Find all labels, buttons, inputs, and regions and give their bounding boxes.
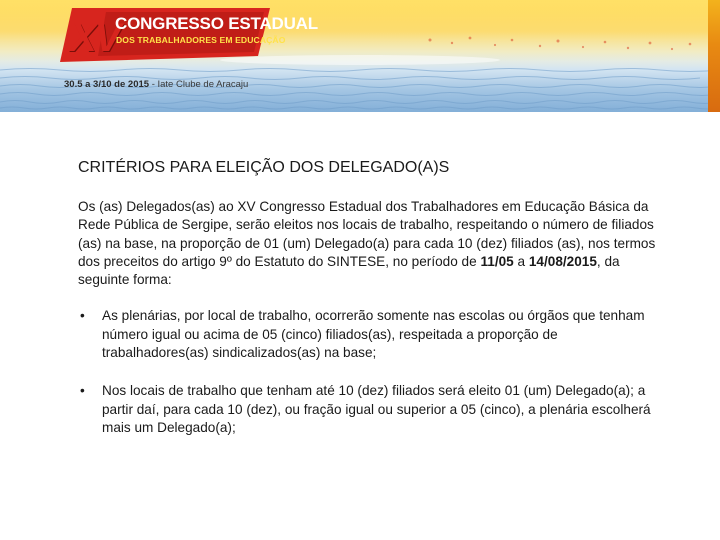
- bullet-icon: •: [80, 308, 85, 324]
- event-venue: - Iate Clube de Aracaju: [151, 79, 249, 90]
- list-item: [78, 382, 660, 437]
- period-start-date: 11/05: [480, 253, 514, 269]
- bullet-icon: •: [80, 383, 85, 399]
- period-connector: a: [513, 253, 529, 269]
- banner-edge-strip: [708, 0, 720, 112]
- list-item-text: Nos locais de trabalho que tenham até 10 (dez) filiados será eleito 01 (um) Delegado(a); a partir daí, para cada 10 (dez), ou fração igual ou superior a 05 (cinco), a plenária escolherá mais um Delegado(a);: [102, 383, 651, 435]
- event-date-line: [64, 79, 248, 91]
- event-dates: 30.5 a 3/10 de 2015: [64, 79, 150, 90]
- document-body: [78, 158, 660, 457]
- congress-title: CONGRESSO ESTADUAL: [115, 14, 318, 33]
- intro-paragraph: [78, 198, 660, 289]
- intro-ending: , da seguinte forma:: [78, 253, 620, 288]
- congress-subtitle: DOS TRABALHADORES EM EDUCAÇÃO: [116, 35, 286, 45]
- criteria-list: [78, 307, 660, 437]
- header-banner: [0, 0, 720, 112]
- period-end-date: 14/08/2015: [528, 253, 597, 269]
- intro-text: Os (as) Delegados(as) ao XV Congresso Estadual dos Trabalhadores em Educação Básica da Rede Pública de Sergipe, serão eleitos nos locais de trabalho, respeitando o número de filiados (as) na base, na proporção de 01 (um) Delegado(a) para cada 10 (dez) filiados (as), nos termos dos preceitos do artigo 9º do Estatuto do SINTESE, no período de: [78, 199, 656, 269]
- page-title: CRITÉRIOS PARA ELEIÇÃO DOS DELEGADO(A)S: [78, 159, 450, 176]
- list-item-text: As plenárias, por local de trabalho, ocorrerão somente nas escolas ou órgãos que tenham número igual ou acima de 05 (cinco) filiados(as), respeitada a proporção de trabalhadores(as) sindicalizados(as) na base;: [102, 308, 645, 361]
- congress-numeral: XV: [70, 16, 120, 60]
- list-item: [78, 307, 660, 362]
